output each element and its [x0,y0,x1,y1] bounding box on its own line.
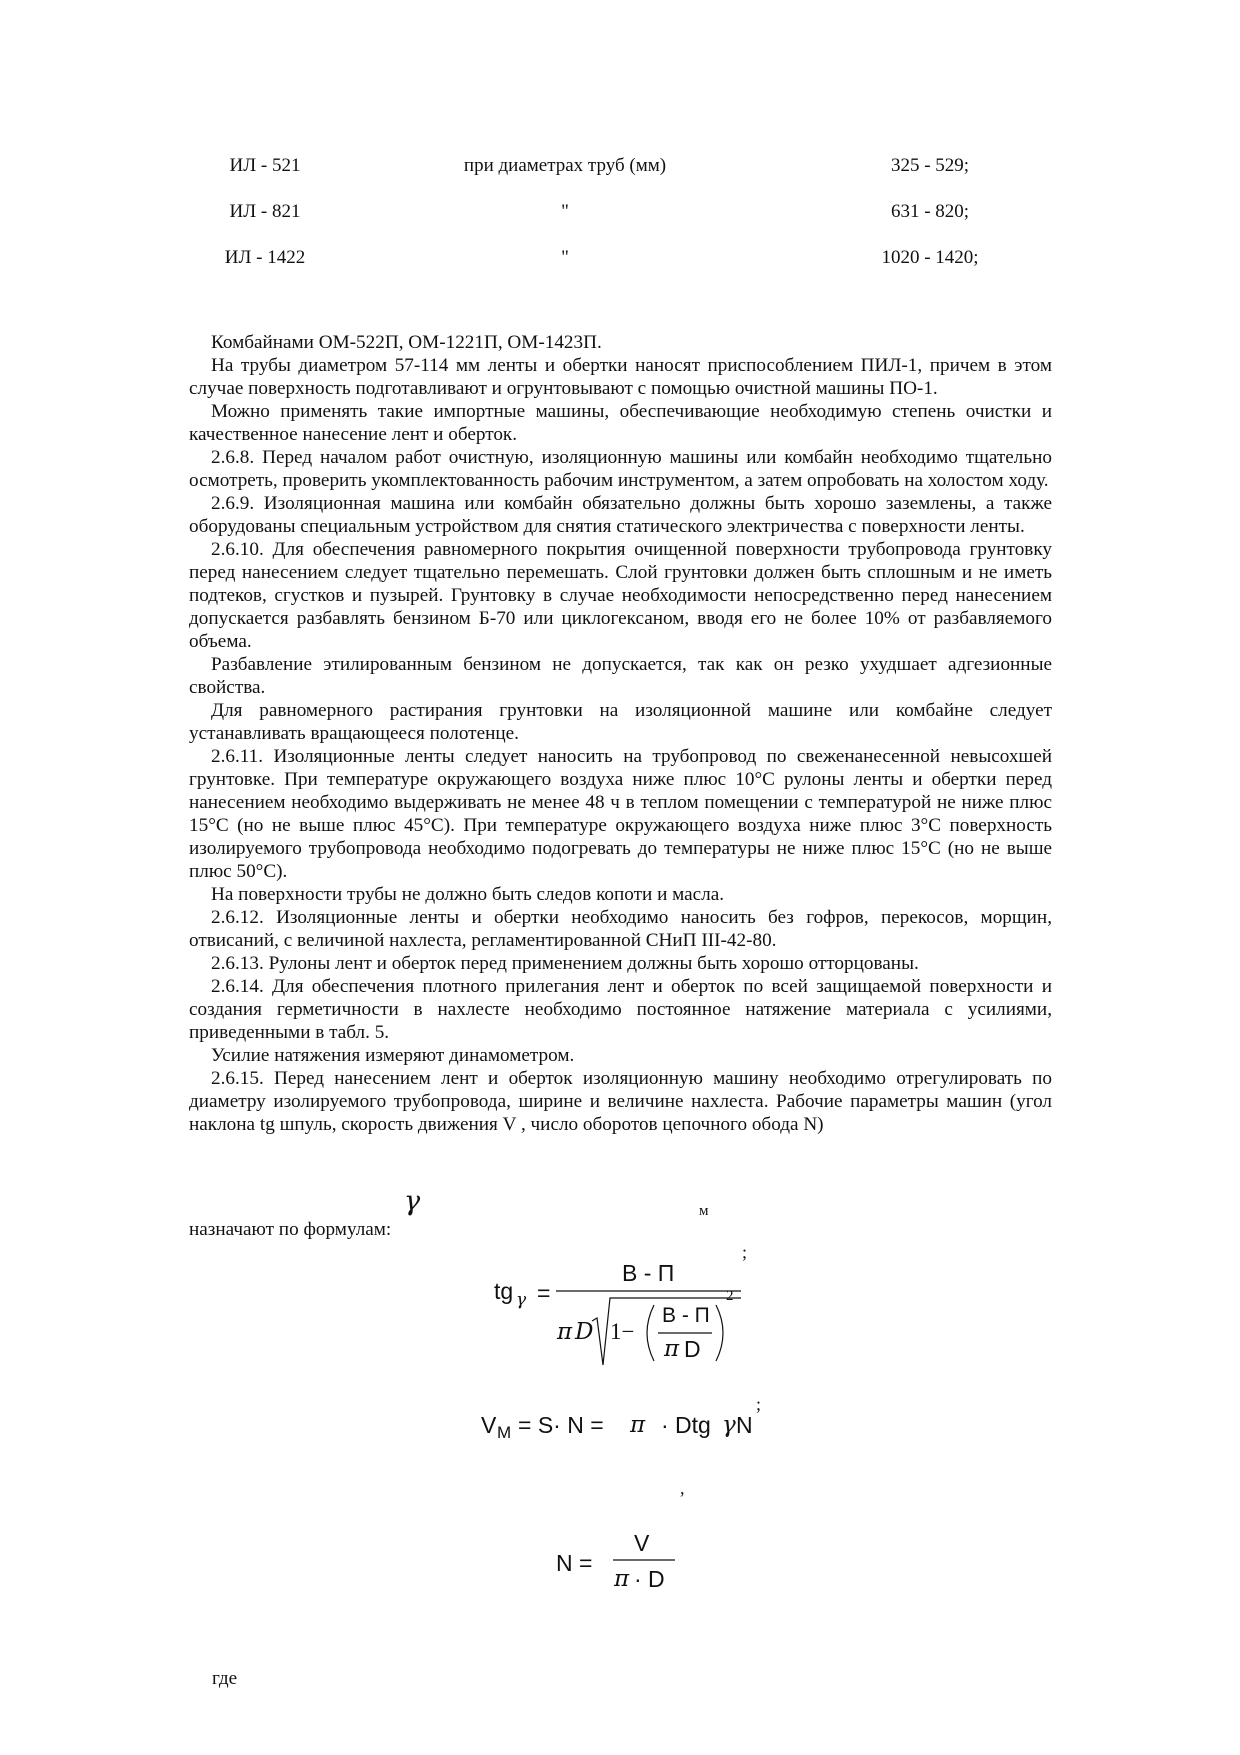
paragraph: На поверхности трубы не должно быть следов копоти и масла. [211,884,725,905]
formula-v: V [481,1412,497,1438]
paragraph: 2.6.10. Для обеспечения равномерного покрытия очищенной поверхности трубопровода грунтовку перед нанесением следует тщательно перемешать. Слой грунтовки должен быть сплошным и не иметь подтеков, сгустков и пузырей. Грунтовку в случае необходимости непосредственно перед нанесением допускается разбавлять бензином Б-70 или циклогексаном, вводя его не более 10% от разбавляемого объема. [189,539,1052,652]
condition-cell: при диаметрах труб (мм) [463,155,667,176]
formula-numerator: В - П [622,1260,675,1286]
condition-cell: " [561,247,569,268]
formula-gamma: γ [516,1290,527,1310]
paragraph: 2.6.15. Перед нанесением лент и оберток изоляционную машину необходимо отрегулировать по диаметру изолируемого трубопровода, ширине и величине нахлеста. Рабочие параметры машин (угол наклона tg шпуль, скорость движения V , число оборотов цепочного обода N) [189,1068,1052,1135]
range-cell: 325 - 529; [890,155,970,176]
velocity-subscript: м [699,1203,709,1219]
formula-semicolon: ; [756,1394,762,1414]
formula-v-subscript: М [497,1423,512,1442]
formula-pi: π [614,1566,630,1592]
paragraph: 2.6.13. Рулоны лент и оберток перед применением должны быть хорошо отторцованы. [211,953,919,974]
formula-semicolon: ; [742,1242,748,1262]
model-cell: ИЛ - 521 [229,155,301,176]
paragraph: 2.6.9. Изоляционная машина или комбайн обязательно должны быть хорошо заземлены, а также оборудованы специальным устройством для снятия статического электричества с поверхности ленты. [189,493,1052,537]
paragraph: На трубы диаметром 57-114 мм ленты и обертки наносят приспособлением ПИЛ-1, причем в этом случае поверхность подготавливают и огрунтовывают с помощью очистной машины ПО-1. [189,355,1052,399]
formulas-intro: назначают по формулам: [189,1219,392,1240]
formula-pi: π [557,1319,573,1345]
formula-inner-pi: π [664,1336,680,1362]
condition-cell: " [561,201,569,222]
paragraph: 2.6.8. Перед началом работ очистную, изоляционную машины или комбайн необходимо тщательно осмотреть, проверить укомплектованность рабочим инструментом, а затем опробовать на холостом ходу. [189,447,1052,491]
paragraph: Разбавление этилированным бензином не допускается, так как он резко ухудшает адгезионные свойства. [189,654,1052,698]
formula-numerator: V [634,1530,650,1556]
formula-inner-d: D [684,1336,701,1362]
model-cell: ИЛ - 821 [229,201,301,222]
formula-gamma: γ [722,1412,736,1438]
paragraph: Комбайнами ОМ-522П, ОМ-1221П, ОМ-1423П. [211,332,602,353]
formula-middle: = S· N = [518,1412,604,1438]
formula-lhs: N = [556,1550,593,1576]
gamma-symbol: γ [404,1186,421,1217]
paragraph: 2.6.12. Изоляционные ленты и обертки необходимо наносить без гофров, перекосов, морщин, отвисаний, с величиной нахлеста, регламентированной СНиП III-42-80. [189,907,1052,951]
formula-comma: , [680,1478,685,1498]
paragraph: 2.6.11. Изоляционные ленты следует наносить на трубопровод по свеженанесенной невысохшей грунтовке. При температуре окружающего воздуха ниже плюс 10°С рулоны ленты и обертки перед нанесением необходимо выдерживать не менее 48 ч в теплом помещении с температурой не ниже плюс 15°С (но не выше плюс 45°С). При температуре окружающего воздуха ниже плюс 3°С поверхность изолируемого трубопровода необходимо подогревать до температуры не ниже плюс 15°С (но не выше плюс 50°С). [189,746,1052,882]
paragraph: 2.6.14. Для обеспечения плотного прилегания лент и оберток по всей защищаемой поверхности и создания герметичности в нахлесте необходимо постоянное натяжение материала с усилиями, приведенными в табл. 5. [189,976,1052,1043]
range-cell: 631 - 820; [890,201,970,222]
formula-denominator: · D [634,1566,665,1592]
paragraph: Усилие натяжения измеряют динамометром. [211,1045,575,1066]
formula-one-minus: 1− [610,1319,635,1344]
formula-tg: tg [494,1278,514,1304]
paragraph: Можно применять такие импортные машины, обеспечивающие необходимую степень очистки и качественное нанесение лент и оберток. [189,401,1052,445]
formula-pi: π [630,1412,646,1438]
formula-equals: = [537,1280,551,1306]
formula-exponent: 2 [726,1288,734,1304]
formula-n: N [736,1412,753,1438]
closing-word: где [212,1668,238,1689]
formula-d: D [575,1319,594,1345]
range-cell: 1020 - 1420; [881,247,979,268]
model-cell: ИЛ - 1422 [224,247,306,268]
formula-inner-numerator: В - П [662,1304,710,1327]
paragraph: Для равномерного растирания грунтовки на изоляционной машине или комбайне следует устанавливать вращающееся полотенце. [189,700,1052,744]
formula-dtg: · Dtg [661,1412,711,1438]
